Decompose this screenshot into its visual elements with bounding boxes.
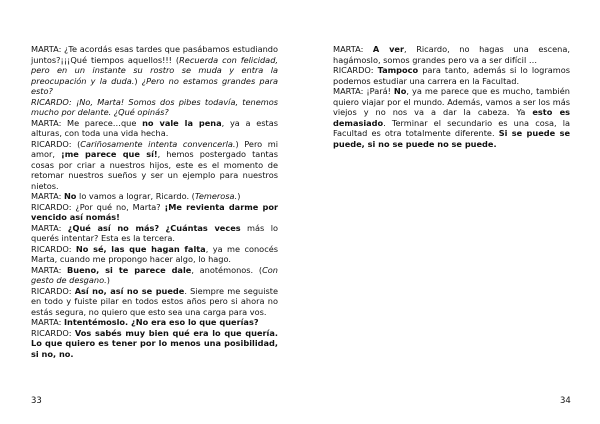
dialogue-paragraph [333, 65, 570, 86]
text-run: ¿Pero no estamos grandes para esto? [31, 75, 279, 96]
text-run: Tampoco [377, 65, 419, 75]
text-run: ¡Me revienta darme por vencido así nomás! [31, 201, 278, 222]
text-run: , hemos postergado tantas cosas por criar a nuestros hijos, este es el momento de retomar nuestros sueños y ser un ejemplo para nuestros nietos. [31, 149, 278, 191]
dialogue-paragraph [31, 118, 278, 139]
dialogue-paragraph [333, 86, 570, 149]
text-run: . Terminar el secundario es una cosa, la Facultad es otra totalmente diferente. [333, 117, 570, 138]
text-run: MARTA: [31, 222, 68, 233]
text-run: RICARDO: ( [31, 138, 81, 149]
text-run: para tanto, además si lo logramos podemos estudiar una carrera en la Facultad. [333, 65, 571, 86]
text-run: , anotémonos. ( [191, 264, 263, 275]
dialogue-paragraph [31, 286, 278, 318]
dialogue-paragraph [31, 97, 278, 118]
text-run: MARTA: ¿Te acordás esas tardes que pasábamos estudiando juntos?¡¡¡Qué tiempos aquellos!!! ( [31, 44, 278, 65]
dialogue-paragraph [31, 328, 278, 360]
left-page-number: 33 [31, 396, 42, 406]
dialogue-paragraph [31, 317, 278, 328]
text-run: , ya a estas alturas, con toda una vida hecha. [31, 117, 279, 138]
text-run: RICARDO: ¡No, Marta! Somos dos pibes todavía, tenemos mucho por delante. ¿Qué opinás? [31, 96, 278, 117]
text-run: MARTA: [333, 44, 373, 54]
text-run: no vale la pena [142, 117, 222, 128]
text-run: MARTA: [31, 317, 64, 327]
text-run: Cariñosamente intenta convencerla. [80, 138, 236, 149]
dialogue-paragraph [333, 44, 570, 65]
text-run: , ya me conocés Marta, cuando me propongo hacer algo, lo hago. [31, 243, 278, 264]
text-run: Con gesto de desgano. [31, 264, 278, 285]
dialogue-paragraph [31, 265, 278, 286]
text-run: RICARDO: [31, 327, 75, 338]
text-run: No sé, las que hagan falta [75, 243, 206, 254]
text-run: , Ricardo, no hagas una escena, hagámoslo, somos grandes pero va a ser difícil … [333, 44, 570, 65]
text-run: ) [106, 275, 110, 285]
text-run: ¡me parece que sí! [60, 149, 158, 159]
text-run: RICARDO: ¿Por qué no, Marta? [31, 201, 165, 212]
text-run: esto es demasiado [333, 107, 570, 128]
text-run: Así no, así no se puede [74, 285, 185, 296]
dialogue-paragraph [31, 202, 278, 223]
text-run: RICARDO: [31, 243, 76, 254]
dialogue-paragraph [31, 191, 278, 202]
dialogue-paragraph [31, 139, 278, 192]
text-run: , ya me parece que es mucho, también quiero viajar por el mundo. Además, vamos a ser los más viejos y no nos va a dar la cabeza. Ya [333, 86, 570, 117]
text-run: ) Pero mi amor, [31, 138, 278, 159]
dialogue-paragraph [31, 223, 278, 244]
text-run: ¿Cuántas veces [165, 222, 241, 233]
text-run: RICARDO: [31, 285, 75, 296]
text-run: más lo querés intentar? Esta es la tercera. [31, 222, 278, 243]
text-run: Bueno, si te parece dale [67, 264, 192, 275]
text-run: ) [134, 75, 142, 86]
text-run: MARTA: [31, 191, 64, 201]
text-run: MARTA: [31, 264, 68, 275]
right-page-text [333, 44, 570, 149]
right-page-number: 34 [560, 396, 571, 406]
dialogue-paragraph [31, 44, 278, 97]
right-page [300, 0, 600, 424]
dialogue-paragraph [31, 244, 278, 265]
text-run: MARTA: ¡Pará! [333, 86, 394, 96]
text-run: Vos sabés muy bien qué era lo que quería. Lo que quiero es tener por lo menos una posibilidad, si no, no. [31, 327, 278, 359]
text-run: ¿Qué así no más? [67, 222, 160, 233]
text-run: Si se puede se puede, si no se puede no se puede. [333, 128, 570, 149]
text-run: A ver [372, 44, 405, 54]
text-run: Temerosa. [194, 191, 238, 201]
left-page-text [31, 44, 278, 359]
text-run: Recuerda con felicidad, pero en un instante su rostro se muda y entra la preocupación y la duda. [31, 54, 278, 86]
text-run: lo vamos a lograr, Ricardo. ( [76, 191, 195, 201]
text-run: ) [237, 191, 241, 201]
text-run: MARTA: Me parece…que [31, 117, 143, 128]
text-run: No [393, 86, 407, 96]
text-run: RICARDO: [333, 65, 378, 75]
text-run: . Siempre me seguiste en todo y fuiste pilar en todos estos años pero si ahora no estás segura, no quiero que esto sea una carga para vos. [31, 285, 279, 317]
text-run: Intentémoslo. ¿No era eso lo que querías? [63, 317, 259, 327]
text-run: No [63, 191, 77, 201]
